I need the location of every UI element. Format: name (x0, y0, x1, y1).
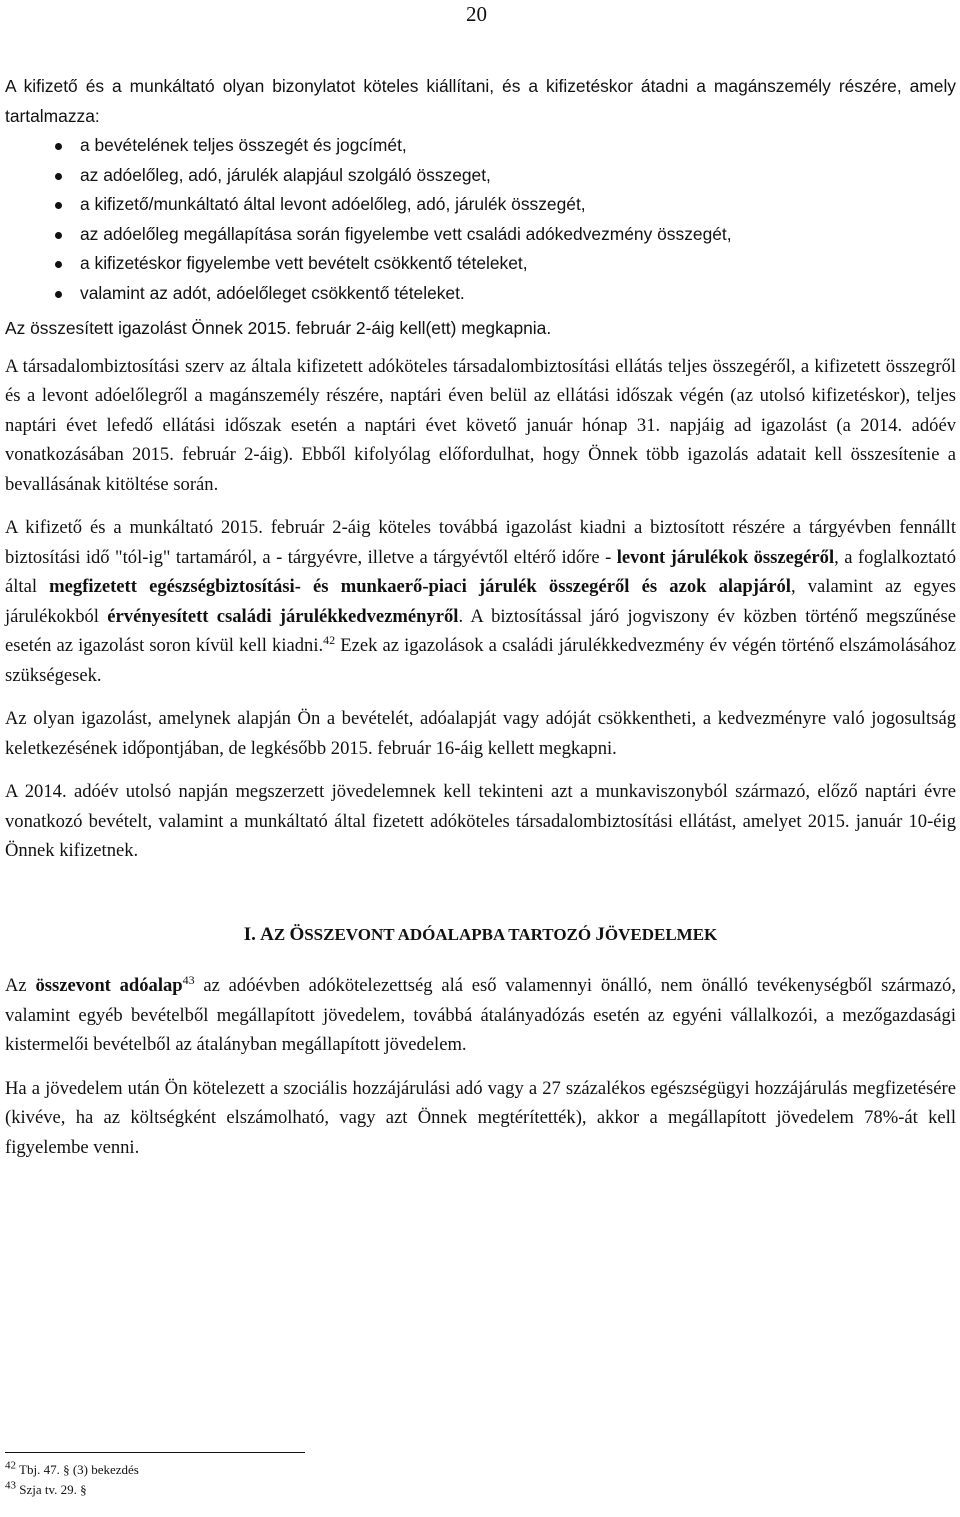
footnotes (5, 1460, 139, 1500)
bullet-icon (55, 261, 62, 268)
list-item: az adóelőleg megállapítása során figyelembe vett családi adókedvezmény összegét, (5, 220, 956, 250)
bullet-icon (55, 143, 62, 150)
list-item: a kifizetéskor figyelembe vett bevételt csökkentő tételeket, (5, 249, 956, 279)
content-bullet-list (5, 131, 956, 308)
footnote-43: $^{43}$ Szja tv. 29. § (5, 1479, 87, 1497)
social-contribution-paragraph: Ha a jövedelem után Ön kötelezett a szociális hozzájárulási adó vagy a 27 százalékos egészségügyi hozzájárulás megfizetésére (kivéve, ha az költségként elszámolható, vagy azt Önnek megtérítették), akkor a megállapított jövedelem 78%-át kell figyelembe venni. (5, 1077, 956, 1158)
page-number: 20 (466, 2, 487, 26)
list-item: az adóelőleg, adó, járulék alapjául szolgáló összeget, (5, 161, 956, 191)
bullet-icon (55, 173, 62, 180)
list-item: valamint az adót, adóelőleget csökkentő tételeket. (5, 279, 956, 309)
income-2014-paragraph: A 2014. adóév utolsó napján megszerzett jövedelemnek kell tekinteni azt a munkaviszonyból származó, előző naptári évre vonatkozó bevételt, valamint a munkáltató által fizetett adóköteles társadalombiztosítási ellátást, amelyet 2015. január 10-éig Önnek kifizetnek. (5, 781, 956, 861)
deadline-sentence: Az összesített igazolást Önnek 2015. február 2-áig kell(ett) megkapnia. (5, 318, 552, 338)
footnote-ref-43: 43 (182, 972, 195, 987)
bullet-icon (55, 202, 62, 209)
definition-paragraph: Az összevont adóalap$^{43}$ az adóévben adókötelezettség alá eső valamennyi önálló, nem önálló tevékenységből származó, valamint egyéb bevételből megállapított jövedelem, továbbá átalányadózás esetén az egyéni vállalkozói, a mezőgazdasági kistermelői bevételből az átalányban megállapított jövedelem. (5, 972, 956, 1055)
reduction-certificate-paragraph: Az olyan igazolást, amelynek alapján Ön a bevételét, adóalapját vagy adóját csökkentheti, a kedvezményre való jogosultság keletkezésének időpontjában, de legkésőbb 2015. február 16-áig kellett megkapni. (5, 708, 956, 759)
bullet-icon (55, 232, 62, 239)
employer-certificate-paragraph: A kifizető és a munkáltató 2015. február 2-áig köteles továbbá igazolást kiadni a biztosított részére a tárgyévben fennállt biztosítási idő "tól-ig" tartamáról, a - tárgyévre, illetve a tárgyévtől eltérő időre - levont járulékok összegéről, a foglalkoztató által megfizetett egészségbiztosítási- és munkaerő-piaci járulék összegéről és azok alapjáról, valamint az egyes járulékokból érvényesített családi járulékkedvezményről. A biztosítással járó jogviszony év közben történő megszűnése esetén az igazolást soron kívül kell kiadni.$^{42}$ Ezek az igazolások a családi járulékkedvezmény év végén történő elszámolásához szükségesek. (5, 517, 957, 686)
footnote-ref-42: 42 (323, 632, 336, 647)
social-security-paragraph: A társadalombiztosítási szerv az általa kifizetett adóköteles társadalombiztosítási ellátás teljes összegéről, a kifizetett összegről és a levont adóelőlegről a magánszemély részére, naptári éven belül az ellátási időszak végén (az utolsó kifizetéskor), teljes naptári évet lefedő ellátási időszak esetén a naptári évet követő január hónap 31. napjáig ad igazolást (a 2014. adóév vonatkozásában 2015. február 2-áig). Ebből kifolyólag előfordulhat, hogy Önnek több igazolás adatait kell összesítenie a bevallásának kitöltése során. (5, 355, 956, 495)
list-item: a kifizető/munkáltató által levont adóelőleg, adó, járulék összegét, (5, 190, 956, 220)
footnote-42: $^{42}$ Tbj. 47. § (3) bekezdés (5, 1459, 139, 1477)
document-body (5, 72, 956, 1162)
intro-paragraph: A kifizető és a munkáltató olyan bizonylatot köteles kiállítani, és a kifizetéskor átadni a magánszemély részére, amely tartalmazza: (5, 76, 956, 126)
footnote-divider (5, 1452, 305, 1453)
list-item: a bevételének teljes összegét és jogcímét, (5, 131, 956, 161)
bullet-icon (55, 291, 62, 298)
section-heading: I. AZ ÖSSZEVONT ADÓALAPBA TARTOZÓ JÖVEDELMEK (243, 923, 718, 945)
